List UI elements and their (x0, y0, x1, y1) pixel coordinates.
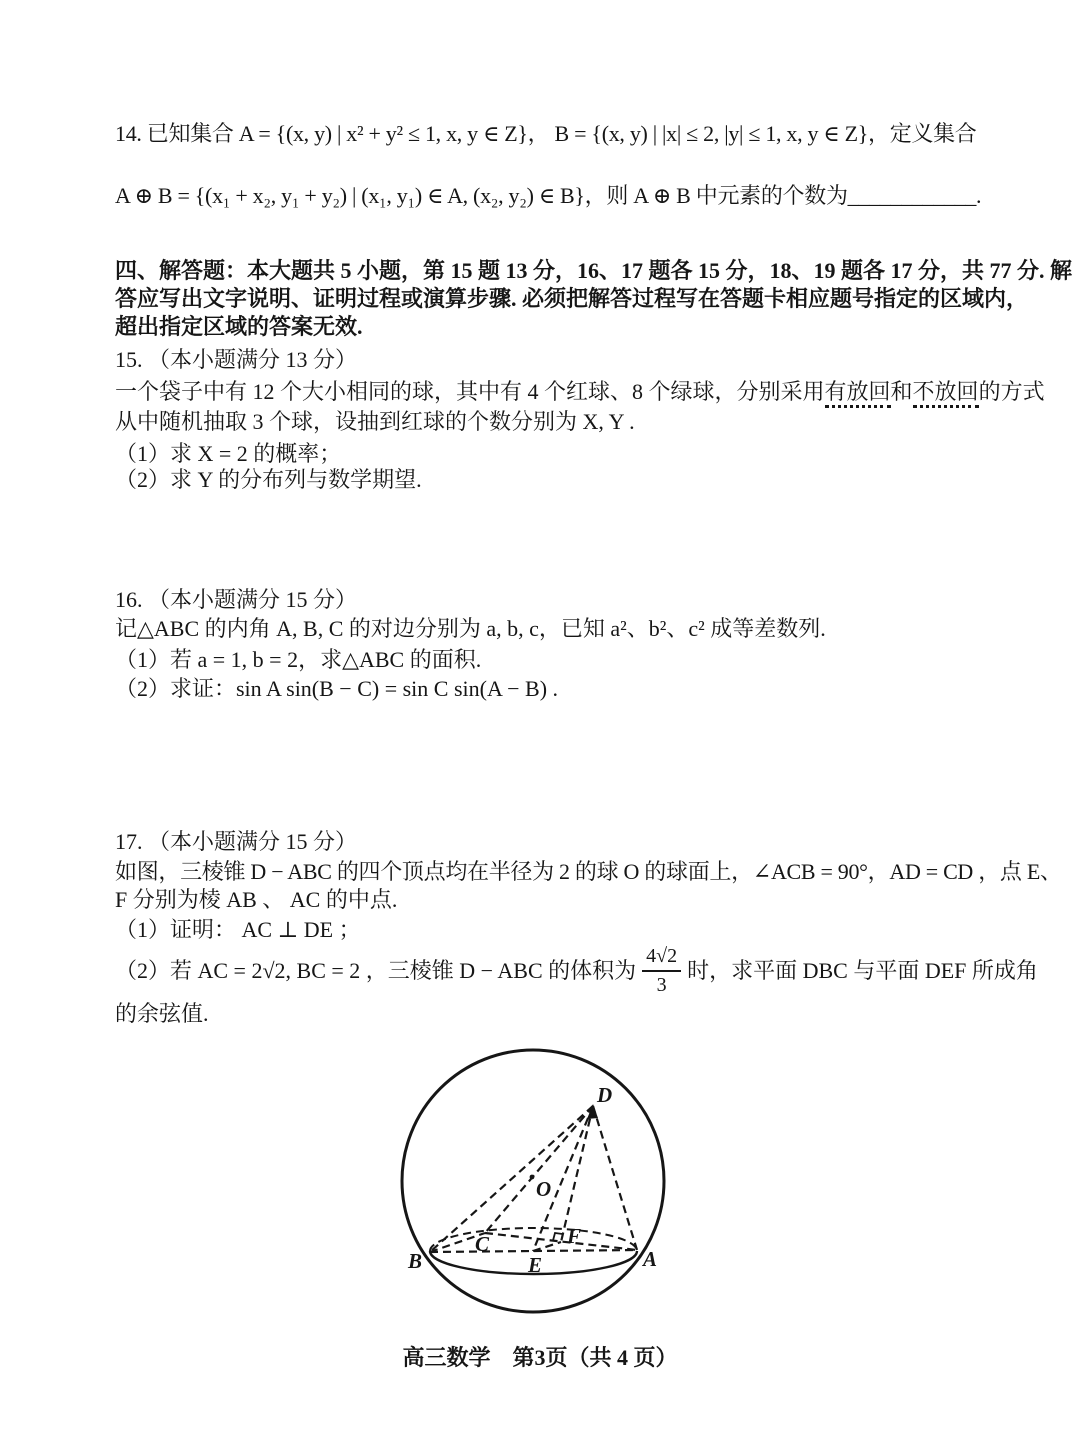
q15-line1-run1: 一个袋子中有 12 个大小相同的球，其中有 4 个红球、8 个绿球，分别采用 (115, 379, 825, 404)
q14-line-1: 14. 已知集合 A = {(x, y) | x² + y² ≤ 1, x, y ∈ Z}， B = {(x, y) | |x| ≤ 2, |y| ≤ 1, x, y ∈ Z}，定义集合 (115, 121, 977, 146)
q17-line-2: F 分别为棱 AB 、 AC 的中点. (115, 887, 398, 912)
edge-DF (561, 1106, 593, 1242)
edge-DA (593, 1106, 637, 1250)
q17-part-2-line-2: 的余弦值. (115, 1001, 209, 1026)
q15-line1-run3: 的方式 (978, 379, 1045, 404)
q15-emphasis-without-replacement: 不放回 (913, 379, 979, 408)
q16-part-2: （2）求证：sin A sin(B − C) = sin C sin(A − B) . (115, 676, 559, 701)
q15-part-2: （2）求 Y 的分布列与数学期望. (115, 467, 422, 492)
edge-CA (485, 1233, 637, 1250)
label-D: D (597, 1083, 613, 1107)
q16-title: 16. （本小题满分 15 分） (115, 587, 358, 612)
label-C: C (475, 1232, 490, 1256)
label-A: A (643, 1247, 658, 1271)
label-F: F (567, 1224, 582, 1248)
fraction-numerator: 4√2 (642, 945, 681, 972)
q14-line-2: A ⊕ B = {(x₁ + x₂, y₁ + y₂) | (x₁, y₁) ∈ A, (x₂, y₂) ∈ B}，则 A ⊕ B 中元素的个数为____________. (115, 183, 982, 208)
section4-instructions-line-2: 答应写出文字说明、证明过程或演算步骤. 必须把解答过程写在答题卡相应题号指定的区域内， (115, 286, 1029, 311)
tetrahedron-edges (430, 1106, 637, 1252)
q15-title: 15. （本小题满分 13 分） (115, 347, 358, 372)
label-B: B (408, 1249, 423, 1273)
q17-part2-prefix: （2）若 AC = 2√2, BC = 2 ，三棱锥 D − ABC 的体积为 (115, 958, 637, 983)
q17-title: 17. （本小题满分 15 分） (115, 829, 358, 854)
sphere-center-dot (530, 1175, 535, 1180)
fraction-denominator: 3 (656, 974, 667, 996)
q16-part-1: （1）若 a = 1, b = 2，求△ABC 的面积. (115, 647, 482, 672)
q17-part2-suffix: 时，求平面 DBC 与平面 DEF 所成角 (687, 958, 1038, 983)
q15-part-1: （1）求 X = 2 的概率； (115, 441, 342, 466)
q15-line1-run2: 和 (890, 379, 913, 404)
section4-instructions-line-3: 超出指定区域的答案无效. (115, 314, 363, 339)
q15-line-1 (115, 378, 1045, 406)
section4-instructions-line-1: 四、解答题：本大题共 5 小题，第 15 题 13 分，16、17 题各 15 分，18、19 题各 17 分，共 77 分. 解 (115, 258, 1073, 283)
page-footer: 高三数学 第3页（共 4 页） (402, 1345, 678, 1370)
label-E: E (528, 1253, 543, 1277)
sphere-tetrahedron-figure (390, 1040, 680, 1335)
q15-line-2: 从中随机抽取 3 个球，设抽到红球的个数分别为 X, Y . (115, 409, 635, 434)
q17-part-1: （1）证明： AC ⊥ DE ； (115, 917, 361, 942)
q15-emphasis-with-replacement: 有放回 (825, 379, 891, 408)
q17-line-1: 如图，三棱锥 D − ABC 的四个顶点均在半径为 2 的球 O 的球面上，∠ACB = 90°，AD = CD ，点 E、 (115, 859, 1062, 884)
volume-fraction (642, 945, 681, 997)
q17-part-2 (115, 944, 1038, 998)
edge-DC (485, 1106, 593, 1233)
label-O: O (536, 1177, 552, 1201)
q16-line-1: 记△ABC 的内角 A, B, C 的对边分别为 a, b, c，已知 a²、b²、c² 成等差数列. (115, 616, 826, 641)
